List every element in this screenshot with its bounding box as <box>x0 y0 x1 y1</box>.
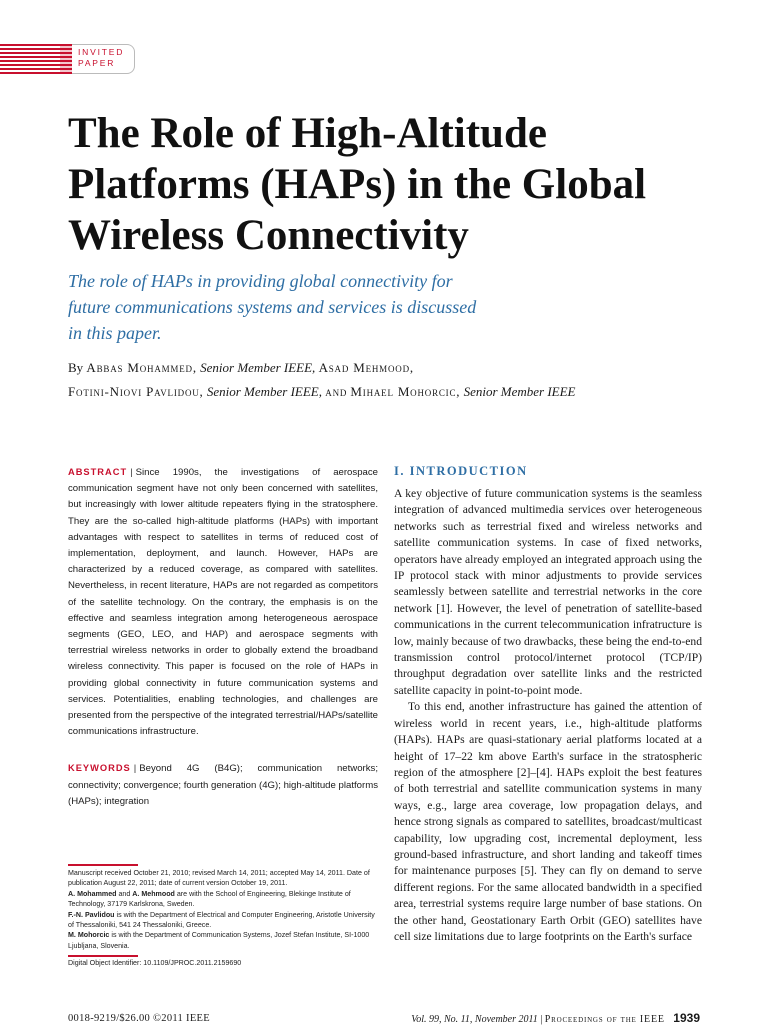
keywords-text: Beyond 4G (B4G); communication networks; connectivity; convergence; fourth generation (4G); high-altitude platforms (HAPs); integration <box>68 763 378 807</box>
abstract <box>68 464 378 740</box>
footnotes <box>68 868 380 951</box>
author-name: Abbas Mohammed, <box>86 360 197 375</box>
footer-journal-name: Proceedings of the IEEE <box>544 1014 665 1025</box>
invited-paper-badge <box>0 44 140 74</box>
keywords <box>68 760 378 810</box>
footer-issue: Vol. 99, No. 11, November 2011 <box>411 1014 538 1025</box>
affiliation-text: is with the Department of Communication Systems, Jozef Stefan Institute, SI-1000 Ljubljana, Slovenia. <box>68 931 370 950</box>
manuscript-dates: Manuscript received October 21, 2010; revised March 14, 2011; accepted May 14, 2011. Date of publication August 22, 2011; date of current version October 19, 2011. <box>68 869 370 888</box>
author-role: Senior Member IEEE, <box>206 384 323 399</box>
author-role: Senior Member IEEE <box>463 384 576 399</box>
affiliation-and: and <box>118 889 131 898</box>
affiliation-name: A. Mehmood <box>132 889 175 898</box>
badge-line2: PAPER <box>78 58 116 68</box>
affiliation-text: are with the School of Engineering, Blekinge Institute of Technology, 37179 Karlskrona, Sweden. <box>68 889 351 909</box>
body-paragraph: A key objective of future communication systems is the seamless integration of advanced multimedia services over heterogeneous networks such as terrestrial fixed and wireless networks and satellite communication systems. In case of fixed networks, operators have already employed an integrated approach using the IP protocol stack with minor adjustments to provide services seamlessly between satellite and terrestrial networks in the core network [1]. However, the level of penetration of satellite-based communications in the current telecommunication infratructure is low, mainly because of two drawbacks, these being the end-to-end transmission control protocol/internet protocol (TCP/IP) throughput degradation over satellite links and the restricted satellite capacity in point-to-point mode. <box>394 487 702 697</box>
section-heading <box>394 464 528 479</box>
keywords-label: KEYWORDS <box>68 763 131 774</box>
body-paragraph: To this end, another infrastructure has gained the attention of wireless world in recent years, i.e., high-altitude platforms (HAPs). HAPs are quasi-stationary aerial platforms located at a height of 17–22 km above Earth's surface in the stratospheric region of the atmosphere [2]–[4]. HAPs exploit the best features of both terrestrial and satellite communication systems in many ways, e.g., large area coverage, low propagation delays, and hence strong signals as compared to satellites, broadcast/multicast capability, low upgrading cost, incremental deployment, less ground-based infrastructure, and short landing and takeoff times for maintenance purposes [5]. They can fly on demand to serve different regions. For the same allocated bandwidth in a specified area, terrestrial systems require large number of base stations. On the other hand, Geostationary Earth Orbit (GEO) satellites have cell size limitations due to large footprints on the Earth's surface <box>394 700 702 943</box>
by-word: By <box>68 360 84 375</box>
badge-stripes <box>0 44 72 74</box>
left-column <box>68 464 378 810</box>
badge-text <box>78 47 124 69</box>
paper-title: The Role of High-Altitude Platforms (HAPs) in the Global Wireless Connectivity <box>68 110 647 259</box>
author-name: Mihael Mohorcic, <box>350 384 461 399</box>
section-number: I. <box>394 464 405 478</box>
author-name: Asad Mehmood, <box>318 360 414 375</box>
footnote-rule <box>68 864 138 866</box>
affiliation-2 <box>68 910 380 931</box>
abstract-label: ABSTRACT <box>68 467 128 477</box>
badge-line1: INVITED <box>78 47 125 57</box>
footer-separator: | <box>540 1014 543 1025</box>
page-number: 1939 <box>673 1011 700 1025</box>
doi[interactable]: Digital Object Identifier: 10.1109/JPROC.2011.2159690 <box>68 959 242 967</box>
author-role: Senior Member IEEE, <box>200 360 316 375</box>
affiliation-text: is with the Department of Electrical and Computer Engineering, Aristotle University of Thessaloniki, 541 24 Thessaloniki, Greece. <box>68 910 375 930</box>
author-list <box>68 356 758 404</box>
doi-rule <box>68 955 138 957</box>
label-separator: | <box>133 763 137 775</box>
affiliation-3 <box>68 930 380 951</box>
and-word: and <box>325 384 348 399</box>
author-name: Fotini-Niovi Pavlidou, <box>68 384 204 399</box>
footer-issn: 0018-9219/$26.00 ©2011 IEEE <box>68 1013 210 1024</box>
right-column <box>394 486 702 945</box>
affiliation-1 <box>68 889 380 910</box>
affiliation-name: M. Mohorcic <box>68 931 110 940</box>
label-separator: | <box>130 467 133 478</box>
paper-subtitle: The role of HAPs in providing global connectivity for future communications systems and services is discussed in this paper. <box>68 271 477 343</box>
affiliation-name: A. Mohammed <box>68 889 117 898</box>
abstract-text: Since 1990s, the investigations of aerospace communication segment have not only been concerned with satellites, but increasingly with lower altitude repeaters flying in the stratosphere. They are the so-called high-altitude platforms (HAPs) with important advantages with respect to satellites in terms of reduced cost of implementation, deployment, and launch. However, HAPs are characterized by a reduced coverage, as compared with satellites. Nevertheless, in recent literature, HAPs are not regarded as competitors of the satellite technology. On the contrary, the emphasis is on the effective and seamless integration among heterogeneous aerospace segments (GEO, LEO, and HAP) and aerospace segments with terrestrial wireless networks in order to globally extend the broadband wireless connectivity. This paper is focused on the role of HAPs in providing global connectivity in future communication systems and services. Potentialities, enabling technologies, and challenges are presented from the perspective of the integrated terrestrial/HAPs/satellite communications infrastructure. <box>68 467 378 738</box>
affiliation-name: F.-N. Pavlidou <box>68 910 115 919</box>
section-title: INTRODUCTION <box>409 464 528 478</box>
footer-journal <box>411 1011 700 1025</box>
